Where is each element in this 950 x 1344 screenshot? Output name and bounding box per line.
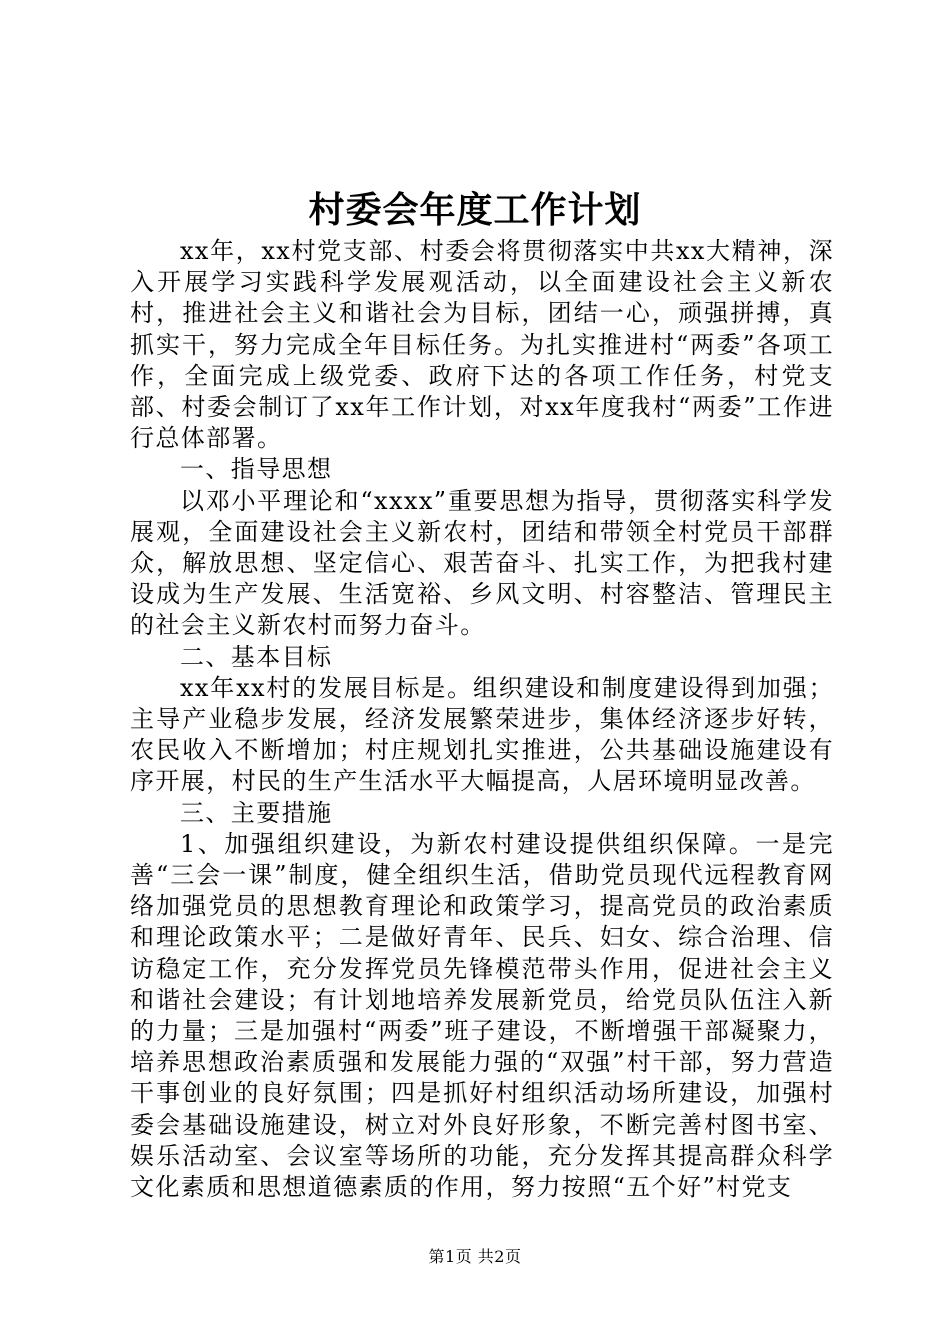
basic-goals-paragraph: xx年xx村的发展目标是。组织建设和制度建设得到加强；主导产业稳步发展，经济发展繁荣进步，集体经济逐步好转，农民收入不断增加；村庄规划扎实推进，公共基础设施建设有序开展，村民的生产生活水平大幅提高，人居环境明显改善。	[130, 673, 834, 796]
document-body	[130, 236, 834, 1203]
section-heading-guiding-thought: 一、指导思想	[180, 455, 333, 484]
document-title: 村委会年度工作计划	[308, 189, 642, 231]
main-measures-paragraph: 1、加强组织建设，为新农村建设提供组织保障。一是完善“三会一课”制度，健全组织生活，借助党员现代远程教育网络加强党员的思想教育理论和政策学习，提高党员的政治素质和理论政策水平；二是做好青年、民兵、妇女、综合治理、信访稳定工作，充分发挥党员先锋模范带头作用，促进社会主义和谐社会建设；有计划地培养发展新党员，给党员队伍注入新的力量；三是加强村“两委”班子建设，不断增强干部凝聚力，培养思想政治素质强和发展能力强的“双强”村干部，努力营造干事创业的良好氛围；四是抓好村组织活动场所建设，加强村委会基础设施建设，树立对外良好形象，不断完善村图书室、娱乐活动室、会议室等场所的功能，充分发挥其提高群众科学文化素质和思想道德素质的作用，努力按照“五个好”村党支	[130, 829, 834, 1202]
section-heading-main-measures: 三、主要措施	[180, 798, 333, 827]
page-number-footer: 第1页 共2页	[428, 1247, 522, 1266]
intro-paragraph: xx年，xx村党支部、村委会将贯彻落实中共xx大精神，深入开展学习实践科学发展观活动，以全面建设社会主义新农村，推进社会主义和谐社会为目标，团结一心，顽强拼搏，真抓实干，努力完成全年目标任务。为扎实推进村“两委”各项工作，全面完成上级党委、政府下达的各项工作任务，村党支部、村委会制订了xx年工作计划，对xx年度我村“两委”工作进行总体部署。	[130, 237, 834, 453]
section-heading-basic-goals: 二、基本目标	[180, 642, 333, 671]
guiding-thought-paragraph: 以邓小平理论和“xxxx”重要思想为指导，贯彻落实科学发展观，全面建设社会主义新农村，团结和带领全村党员干部群众，解放思想、坚定信心、艰苦奋斗、扎实工作，为把我村建设成为生产发展、生活宽裕、乡风文明、村容整洁、管理民主的社会主义新农村而努力奋斗。	[130, 486, 834, 640]
